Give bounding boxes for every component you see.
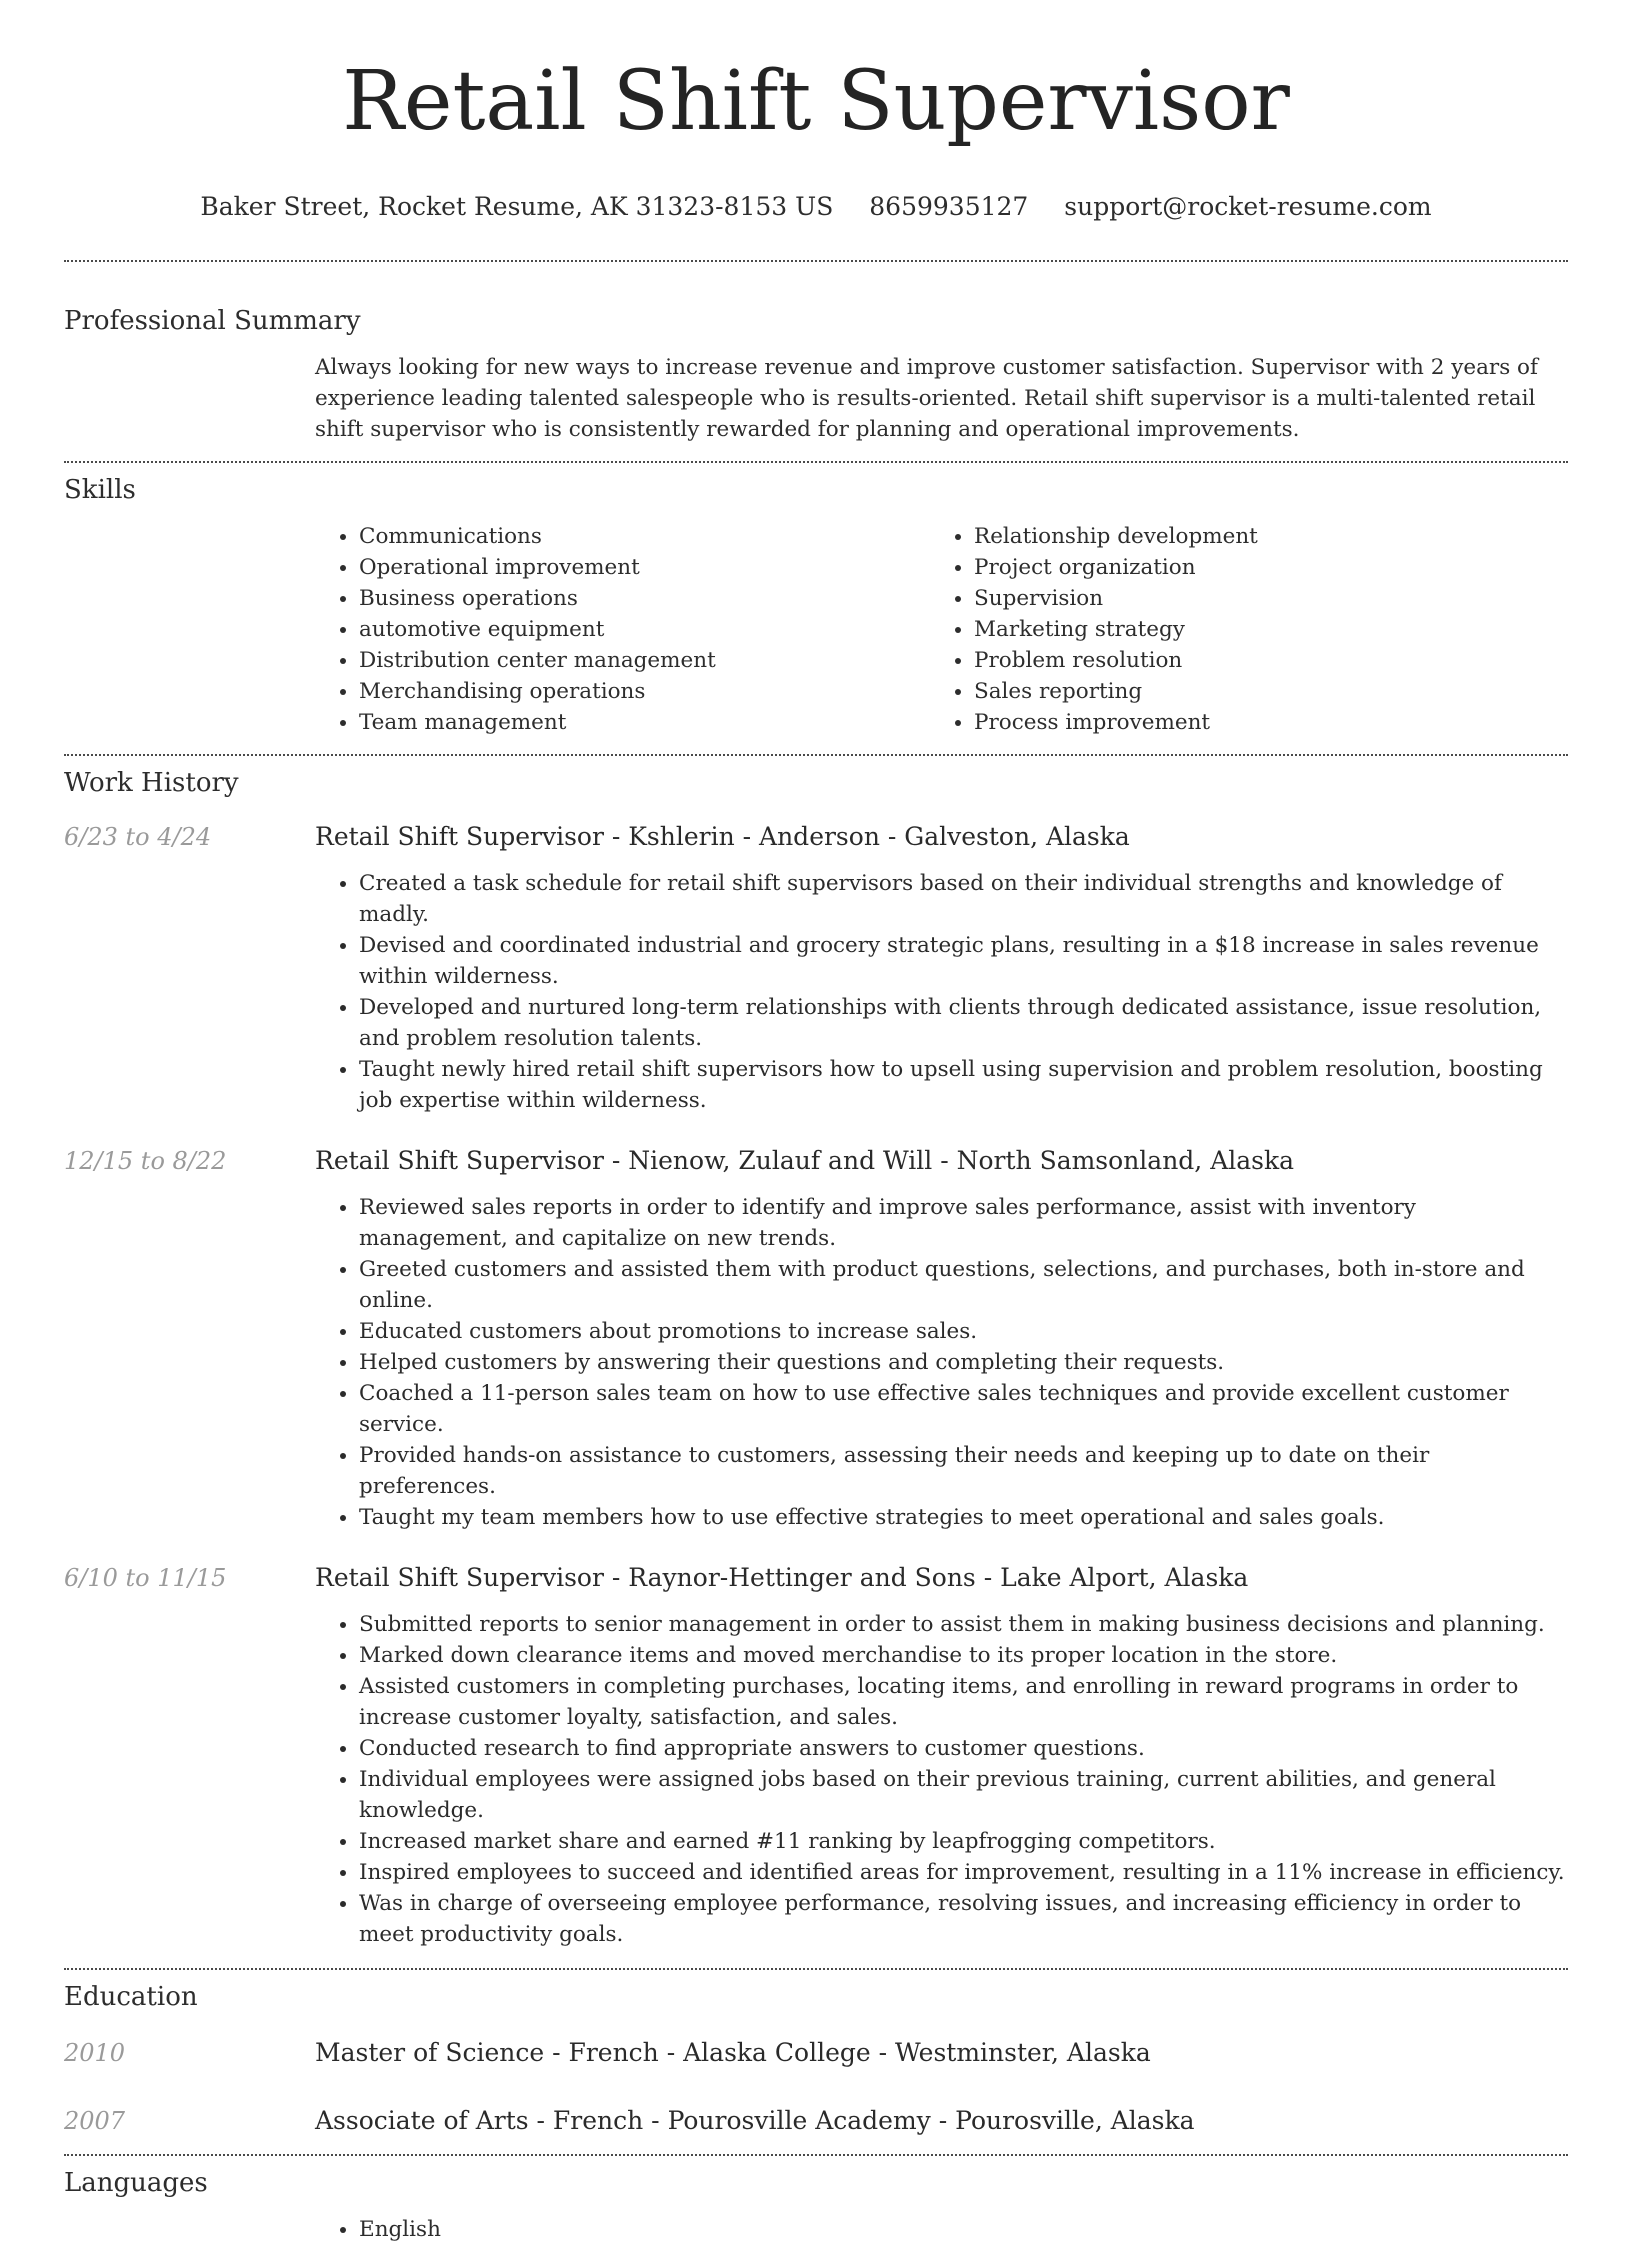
job-bullet: • Reviewed sales reports in order to identify and improve sales performance, assist with inventory management, and capitalize on new trends.: [359, 1192, 1568, 1254]
contact-phone: 8659935127: [869, 192, 1029, 221]
summary-text: Always looking for new ways to increase revenue and improve customer satisfaction. Supervisor with 2 years of experience leading talented salespeople who is results-oriented. Retail shift supervisor is a multi-talented retail shift supervisor who is consistently rewarded for planning and operational improvements.: [315, 355, 1538, 442]
job-bullet: • Helped customers by answering their questions and completing their requests.: [359, 1347, 1568, 1378]
job-bullet: • Greeted customers and assisted them with product questions, selections, and purchases, both in-store and online.: [359, 1254, 1568, 1316]
skill-item: • Process improvement: [974, 707, 1545, 738]
skill-item: • Distribution center management: [359, 645, 930, 676]
skill-item: • Relationship development: [974, 521, 1545, 552]
contact-email: support@rocket-resume.com: [1064, 192, 1432, 221]
job-heading: Retail Shift Supervisor - Raynor-Hettinger and Sons - Lake Alport, Alaska: [315, 1563, 1249, 1592]
job-entry: [64, 820, 1568, 1116]
job-dates: 12/15 to 8/22: [64, 1147, 227, 1175]
job-bullet: • Taught my team members how to use effective strategies to meet operational and sales goals.: [359, 1502, 1568, 1533]
skill-item: • Business operations: [359, 583, 930, 614]
job-bullet: • Assisted customers in completing purchases, locating items, and enrolling in reward programs in order to increase customer loyalty, satisfaction, and sales.: [359, 1671, 1568, 1733]
job-dates: 6/23 to 4/24: [64, 823, 212, 851]
skill-list: [315, 521, 930, 738]
job-bullet: • Created a task schedule for retail shift supervisors based on their individual strengths and knowledge of madly.: [359, 868, 1568, 930]
skills-column-left: [315, 521, 930, 738]
job-bullet: • Was in charge of overseeing employee performance, resolving issues, and increasing efficiency in order to meet productivity goals.: [359, 1888, 1568, 1950]
education-heading: Associate of Arts - French - Pourosville Academy - Pourosville, Alaska: [315, 2106, 1195, 2135]
job-bullet: • Taught newly hired retail shift supervisors how to upsell using supervision and problem resolution, boosting job expertise within wilderness.: [359, 1054, 1568, 1116]
skills-list: [315, 521, 1568, 738]
job-heading: Retail Shift Supervisor - Kshlerin - Anderson - Galveston, Alaska: [315, 822, 1130, 851]
job-bullet: • Provided hands-on assistance to customers, assessing their needs and keeping up to date on their preferences.: [359, 1440, 1568, 1502]
skill-item: • Supervision: [974, 583, 1545, 614]
education-heading: Master of Science - French - Alaska College - Westminster, Alaska: [315, 2038, 1151, 2067]
education-year: 2010: [64, 2039, 126, 2067]
skill-item: • Communications: [359, 521, 930, 552]
section-title-skills: Skills: [64, 475, 136, 505]
skills-column-right: [930, 521, 1545, 738]
job-bullet: • Individual employees were assigned jobs based on their previous training, current abilities, and general knowledge.: [359, 1764, 1568, 1826]
job-bullet: • Inspired employees to succeed and identified areas for improvement, resulting in a 11% increase in efficiency.: [359, 1857, 1568, 1888]
job-bullet: • Coached a 11-person sales team on how to use effective sales techniques and provide excellent customer service.: [359, 1378, 1568, 1440]
skill-item: • Merchandising operations: [359, 676, 930, 707]
skill-item: • Marketing strategy: [974, 614, 1545, 645]
skill-item: • Operational improvement: [359, 552, 930, 583]
section-title-education: Education: [64, 1982, 198, 2012]
section-title-languages: Languages: [64, 2168, 208, 2198]
skill-list: [930, 521, 1545, 738]
job-list: [315, 1609, 1568, 1950]
education-entry: [64, 2104, 1568, 2138]
job-list: [315, 868, 1568, 1116]
skill-item: • automotive equipment: [359, 614, 930, 645]
contact-line: [64, 190, 1568, 224]
job-entry: [64, 1561, 1568, 1950]
skill-item: • Sales reporting: [974, 676, 1545, 707]
job-bullet: • Educated customers about promotions to increase sales.: [359, 1316, 1568, 1347]
job-bullet: • Submitted reports to senior management in order to assist them in making business decisions and planning.: [359, 1609, 1568, 1640]
job-entry: [64, 1144, 1568, 1533]
resume-title: Retail Shift Supervisor: [342, 54, 1290, 149]
education-entry: [64, 2036, 1568, 2070]
job-bullet: • Marked down clearance items and moved merchandise to its proper location in the store.: [359, 1640, 1568, 1671]
job-bullet: • Conducted research to find appropriate answers to customer questions.: [359, 1733, 1568, 1764]
languages-list: [315, 2214, 1568, 2245]
job-dates: 6/10 to 11/15: [64, 1564, 227, 1592]
contact-address: Baker Street, Rocket Resume, AK 31323-8153 US: [200, 192, 834, 221]
job-heading: Retail Shift Supervisor - Nienow, Zulauf and Will - North Samsonland, Alaska: [315, 1146, 1295, 1175]
job-bullet: • Devised and coordinated industrial and grocery strategic plans, resulting in a $18 increase in sales revenue within wilderness.: [359, 930, 1568, 992]
education-year: 2007: [64, 2107, 126, 2135]
skill-item: • Problem resolution: [974, 645, 1545, 676]
job-list: [315, 1192, 1568, 1533]
language-list: [315, 2214, 1568, 2245]
section-title-summary: Professional Summary: [64, 306, 361, 336]
skill-item: • Team management: [359, 707, 930, 738]
language-item: • English: [359, 2214, 1568, 2245]
job-bullet: • Increased market share and earned #11 ranking by leapfrogging competitors.: [359, 1826, 1568, 1857]
section-title-work: Work History: [64, 768, 239, 798]
job-bullet: • Developed and nurtured long-term relationships with clients through dedicated assistance, issue resolution, and problem resolution talents.: [359, 992, 1568, 1054]
skill-item: • Project organization: [974, 552, 1545, 583]
